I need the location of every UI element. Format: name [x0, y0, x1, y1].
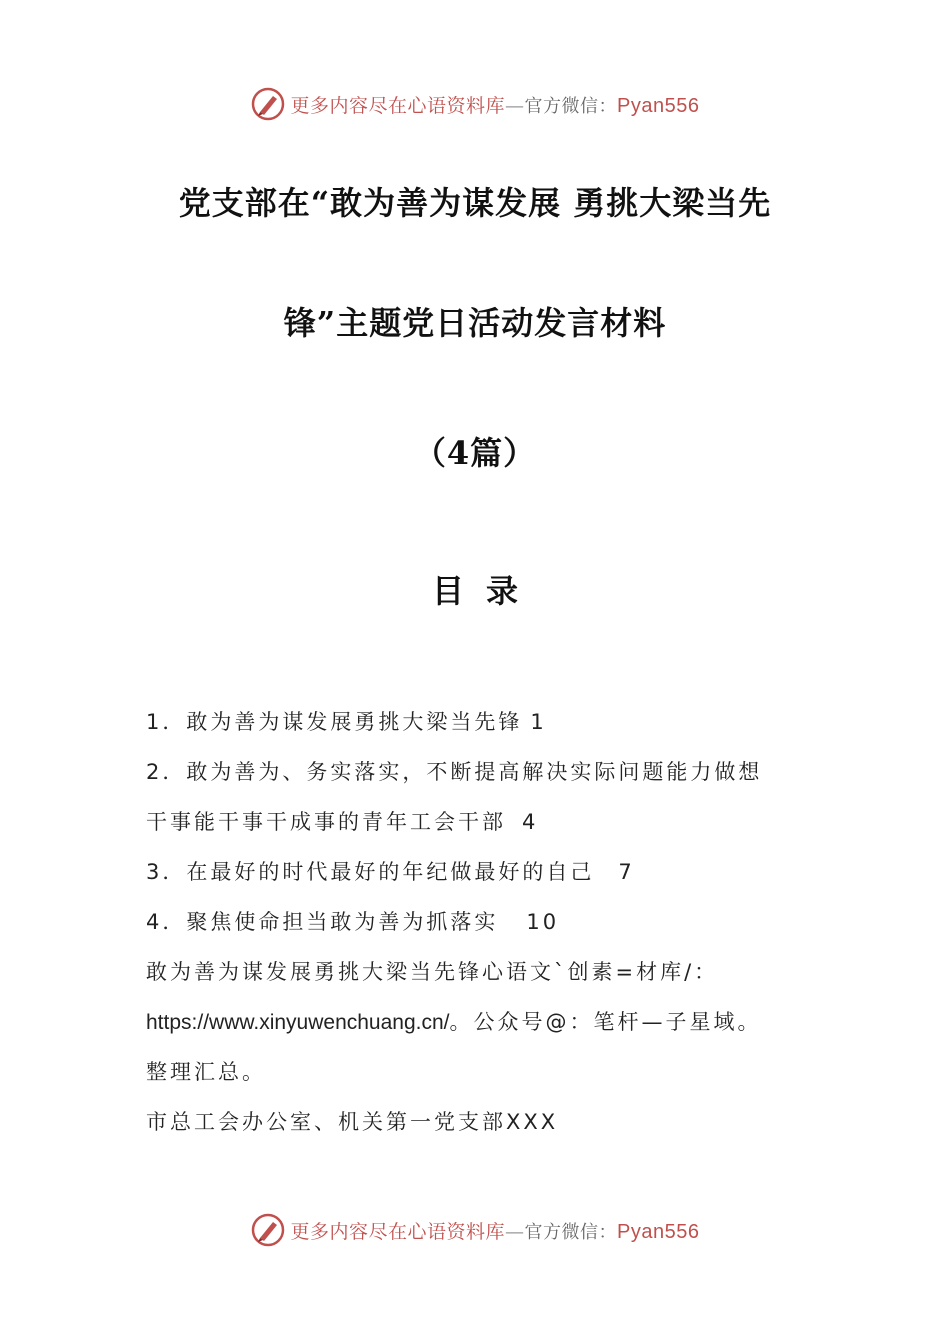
toc-item [146, 706, 547, 736]
toc-item-page: 1 [530, 710, 547, 734]
toc-item-text: 干事能干事干成事的青年工会干部 [146, 810, 506, 834]
banner-text [291, 91, 700, 118]
source-note-line-2 [146, 1006, 762, 1036]
toc-item-text: 1．敢为善为谋发展勇挑大梁当先锋 [146, 710, 523, 734]
toc-item-continued [146, 806, 538, 836]
toc-item [146, 906, 559, 936]
banner-separator: — [505, 94, 525, 117]
source-note-text: 。公众号@：笔杆—子星域。 [449, 1010, 762, 1034]
toc-item [146, 756, 762, 786]
banner-separator: — [505, 1220, 525, 1243]
toc-item [146, 856, 635, 886]
toc-item-text: 4．聚焦使命担当敢为善为抓落实 [146, 910, 499, 934]
banner-wechat-id: Pyan556 [617, 1220, 700, 1243]
banner-label: 官方微信： [524, 95, 618, 117]
toc-item-page: 7 [618, 860, 635, 884]
document-title-count: （4篇） [413, 434, 537, 472]
banner-wechat-id: Pyan556 [617, 94, 700, 117]
footer-watermark-banner [0, 1210, 950, 1250]
banner-site-name: 更多内容尽在心语资料库 [290, 1220, 506, 1243]
pen-logo-icon [251, 1213, 285, 1247]
banner-text [291, 1217, 700, 1244]
header-watermark-banner [0, 84, 950, 124]
document-title-line-2: 锋”主题党日活动发言材料 [283, 304, 667, 342]
toc-item-page: 10 [526, 910, 560, 934]
source-note-line-1: 敢为善为谋发展勇挑大梁当先锋心语文`创素=材库/： [146, 960, 719, 984]
toc-item-text: 3．在最好的时代最好的年纪做最好的自己 [146, 860, 595, 884]
author-line: 市总工会办公室、机关第一党支部XXX [146, 1110, 559, 1134]
banner-site-name: 更多内容尽在心语资料库 [290, 94, 506, 117]
source-url-link[interactable]: https://www.xinyuwenchuang.cn/ [146, 1011, 450, 1034]
banner-label: 官方微信： [524, 1221, 618, 1243]
source-note-line-3: 整理汇总。 [146, 1060, 266, 1084]
toc-heading: 目录 [431, 572, 540, 610]
toc-item-text: 2．敢为善为、务实落实，不断提高解决实际问题能力做想 [146, 760, 763, 784]
pen-logo-icon [251, 87, 285, 121]
toc-item-page: 4 [522, 810, 539, 834]
document-title-line-1: 党支部在“敢为善为谋发展 勇挑大梁当先 [178, 184, 772, 222]
